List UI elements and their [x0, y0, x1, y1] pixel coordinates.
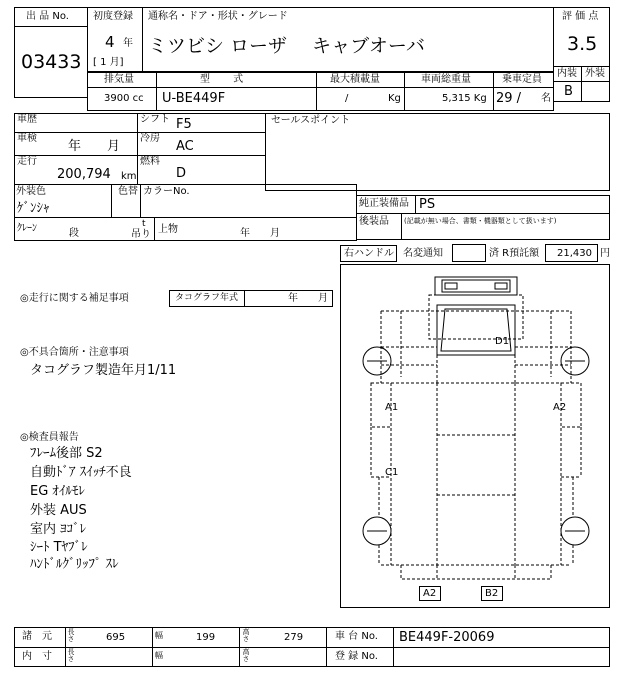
damage-mark-c1: C1 [385, 467, 399, 478]
crane-stage: 段 [69, 228, 79, 239]
model-value: U-BE449F [162, 91, 226, 106]
max-load-unit: Kg [388, 93, 401, 104]
inspector-item: 自動ﾄﾞｱ ｽｲｯﾁ不良 [30, 465, 132, 480]
exterior-label: 外装 [585, 68, 605, 79]
damage-mark-a1-left: A1 [385, 402, 399, 413]
inner-length-label: 長さ [67, 648, 75, 662]
car-name: ミツビシ ローザ キャブオーバ [148, 35, 425, 57]
tacho-divider [244, 290, 245, 307]
displacement-value: 3900 cc [104, 93, 144, 104]
height-cell [239, 627, 327, 648]
inspector-item: ﾊﾝﾄﾞﾙｸﾞﾘｯﾌﾟ ｽﾚ [30, 557, 119, 572]
selling-points-label: セールスポイント [271, 115, 351, 126]
fuel-label: 燃料 [140, 156, 160, 167]
chassis-label: 車 台 No. [335, 631, 378, 642]
interior-value: B [564, 84, 573, 99]
capacity-unit: 名 [541, 93, 551, 104]
vehicle-diagram [340, 264, 610, 608]
damage-box-b2-label: B2 [485, 588, 499, 599]
inspector-heading: ◎検査員報告 [20, 432, 79, 443]
aftermarket-note: (記載が無い場合、書類・機器類として扱います) [404, 217, 557, 225]
tacho-value: 年 月 [288, 293, 328, 304]
year-unit: 年 [123, 38, 133, 49]
reg-value-cell [393, 647, 610, 667]
ac-label: 冷房 [140, 133, 160, 144]
inner-width-cell [152, 647, 240, 667]
gross-weight-value: 5,315 Kg [442, 93, 487, 104]
deposit-label: 済 R預託額 [489, 248, 540, 259]
body-value: 年 月 [240, 228, 280, 239]
damage-box-a2-label: A2 [423, 588, 437, 599]
gross-weight-label: 車両総重量 [421, 74, 471, 85]
first-reg-month: [ 1 月] [93, 57, 124, 68]
damage-mark-a2-right: A2 [553, 402, 567, 413]
shift-label: シフト [140, 114, 170, 125]
genuine-label: 純正装備品 [359, 198, 409, 209]
width-label: 幅 [155, 631, 163, 640]
lot-label: 出 品 No. [26, 11, 69, 22]
defects-text: タコグラフ製造年月1/11 [30, 363, 177, 378]
inspector-item: 室内 ﾖｺﾞﾚ [30, 522, 87, 537]
chassis-value: BE449F-20069 [399, 630, 495, 645]
inspection-label: 車検 [17, 133, 37, 144]
dims-label: 諸 元 [22, 631, 52, 642]
crane-label: ｸﾚｰﾝ [17, 223, 37, 234]
exterior-value-cell [581, 81, 610, 102]
grade-value: 3.5 [567, 33, 598, 55]
length-label: 長さ [67, 628, 75, 642]
model-label: 型 式 [200, 74, 244, 85]
damage-mark-d1: D1 [495, 336, 510, 347]
width-value: 199 [196, 632, 216, 643]
color-code-label: 色替 [118, 186, 138, 197]
length-value: 695 [106, 632, 126, 643]
color-no-label: カラーNo. [143, 186, 190, 197]
first-reg-year: 4 [105, 33, 115, 51]
height-label: 高さ [242, 628, 250, 642]
crane-hoist: 吊り [131, 229, 151, 240]
tacho-label: タコグラフ年式 [175, 293, 239, 303]
inspector-item: ﾌﾚｰﾑ後部 S2 [30, 446, 103, 461]
shift-value: F5 [176, 117, 192, 132]
inspector-item: EG ｵｲﾙﾓﾚ [30, 484, 85, 499]
capacity-label: 乗車定員 [502, 74, 542, 85]
genuine-value: PS [419, 197, 436, 212]
yen-unit: 円 [600, 248, 610, 259]
inner-height-cell [239, 647, 327, 667]
car-name-label: 通称名・ドア・形状・グレード [148, 11, 288, 22]
inspector-item: 外装 AUS [30, 503, 87, 518]
defects-heading: ◎不具合箇所・注意事項 [20, 347, 129, 358]
max-load-value: / [345, 93, 349, 104]
max-load-label: 最大積載量 [330, 74, 380, 85]
aftermarket-label: 後装品 [359, 216, 389, 227]
supplement-heading: ◎走行に関する補足事項 [20, 293, 129, 304]
name-change-label: 名変通知 [403, 248, 443, 259]
inner-height-label: 高さ [242, 648, 250, 662]
reg-label: 登 録 No. [335, 651, 378, 662]
inspector-item: ｼｰﾄ Tﾔﾌﾞﾚ [30, 540, 88, 555]
fuel-value: D [176, 166, 187, 181]
inner-width-label: 幅 [155, 651, 163, 660]
genuine-value-cell [415, 195, 610, 214]
body-label: 上物 [158, 224, 178, 235]
grade-label: 評 価 点 [562, 11, 599, 22]
mileage-value: 200,794 [57, 167, 111, 182]
inner-label: 内 寸 [22, 651, 52, 662]
lot-number: 03433 [21, 51, 82, 73]
ac-value: AC [176, 139, 194, 154]
first-reg-label: 初度登録 [93, 11, 133, 22]
capacity-value: 29 / [496, 91, 522, 106]
name-change-box [452, 244, 486, 262]
inner-length-cell [65, 647, 153, 667]
inspection-value: 年 月 [68, 139, 121, 154]
history-label: 車歴 [17, 114, 37, 125]
displacement-label: 排気量 [104, 74, 134, 85]
rhd-label: 右ハンドル [344, 248, 394, 259]
height-value: 279 [284, 632, 304, 643]
mileage-unit: km [121, 171, 137, 182]
mileage-label: 走行 [17, 156, 37, 167]
exterior-color-value: ｹﾞﾝｼｬ [17, 201, 50, 216]
crane-ton-sup: t [142, 219, 146, 229]
exterior-color-label: 外装色 [16, 186, 46, 197]
deposit-value: 21,430 [557, 248, 592, 259]
vehicle-outline [341, 265, 609, 607]
interior-label: 内装 [557, 68, 577, 79]
